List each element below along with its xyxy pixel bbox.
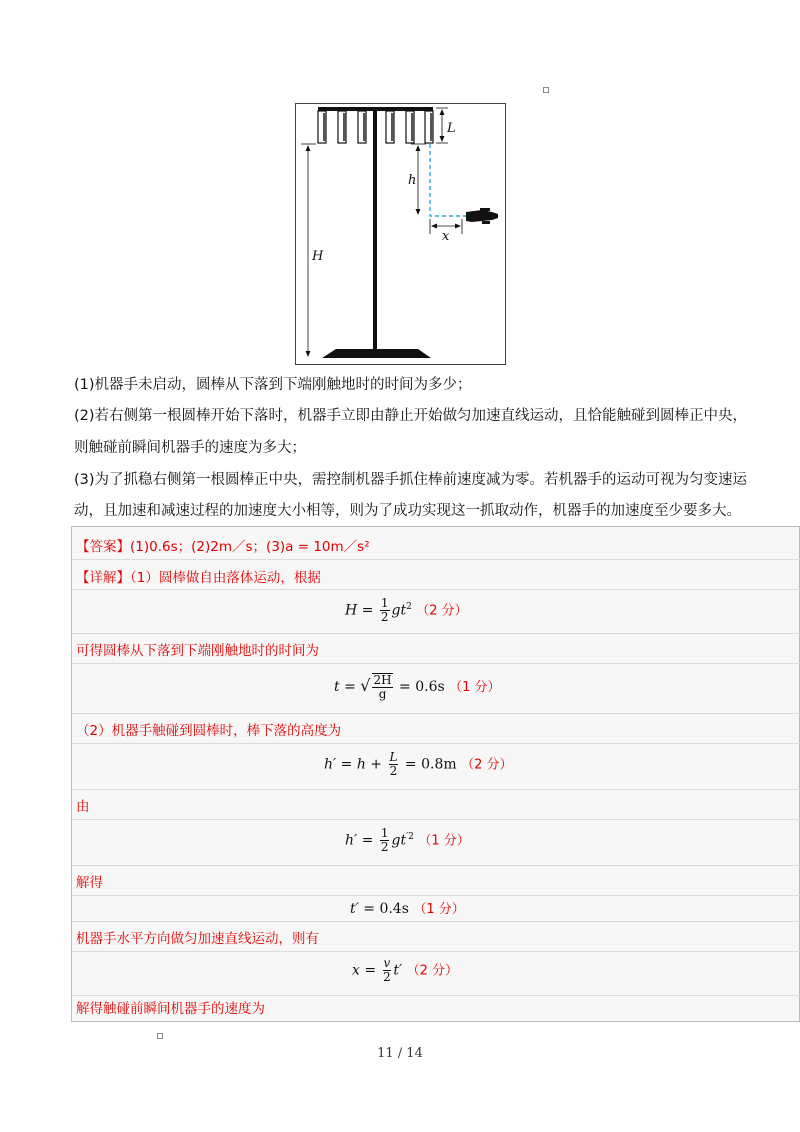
detail-line-4: 由	[76, 799, 90, 815]
equation-row-1	[72, 589, 800, 634]
robot-rod-diagram	[296, 104, 505, 364]
answer-label: 【答案】	[76, 539, 130, 555]
base-stand	[322, 349, 431, 358]
robot-hand-icon	[466, 208, 498, 224]
answer-part-1-num: (1)	[130, 539, 150, 555]
detail-line-6-row	[72, 921, 800, 952]
detail-intro-text: （1）圆棒做自由落体运动，根据	[130, 570, 321, 586]
detail-intro-row	[72, 559, 800, 590]
equation-h-prime: h′ = h + $\frac{L}{2}$ = 0.8m （2 分）	[324, 750, 513, 778]
equation-t-prime: t′ = 0.4s （1 分）	[350, 901, 465, 917]
equation-t: t = √ $\frac{2H}{g}$ = 0.6s （1 分）	[334, 673, 501, 701]
anchor-marker	[543, 87, 549, 93]
detail-line-6: 机器手水平方向做匀加速直线运动，则有	[76, 931, 319, 947]
detail-line-7: 解得触碰前瞬间机器手的速度为	[76, 1001, 265, 1017]
detail-line-3: （2）机器手触碰到圆棒时，棒下落的高度为	[76, 723, 342, 739]
label-H: H	[312, 249, 324, 264]
center-pole	[373, 111, 377, 351]
equation-x: x = $\frac{v}{2}$ t′ （2 分）	[352, 956, 458, 984]
answer-line	[76, 535, 370, 555]
question-3-line-2: 动，且加速和减速过程的加速度大小相等，则为了成功实现这一抓取动作，机器手的加速度至少要多大。	[74, 503, 741, 519]
equation-row-5	[72, 895, 800, 922]
detail-line-5: 解得	[76, 875, 103, 891]
question-2-line-2: 则触碰前瞬间机器手的速度为多大；	[74, 440, 306, 456]
answer-part-1-value: 0.6s；	[149, 539, 192, 555]
page-number: 11 / 14	[377, 1046, 423, 1061]
detail-line-5-row	[72, 865, 800, 896]
answer-part-2-num: (2)	[191, 539, 211, 555]
answer-part-2-value: 2m／s；	[210, 539, 267, 555]
detail-intro	[76, 566, 321, 586]
answer-row	[72, 527, 800, 560]
detail-line-2-row	[72, 633, 800, 664]
question-2-line-1: (2)若右侧第一根圆棒开始下落时，机器手立即由静止开始做匀加速直线运动，且恰能触碰到圆棒正中央，	[74, 408, 748, 424]
detail-label: 【详解】	[76, 570, 130, 586]
detail-line-4-row	[72, 789, 800, 820]
anchor-marker-bottom	[157, 1033, 163, 1039]
physics-figure	[295, 103, 506, 365]
hand-path-dashed	[430, 144, 466, 216]
equation-H: H = $\frac{1}{2}$ $gt^2$ （2 分）	[345, 596, 468, 624]
label-x: x	[442, 229, 450, 244]
detail-line-2: 可得圆棒从下落到下端刚触地时的时间为	[76, 643, 319, 659]
question-1: (1)机器手未启动，圆棒从下落到下端刚触地时的时间为多少；	[74, 377, 472, 393]
answer-part-3-num: (3)	[266, 539, 286, 555]
answer-panel	[71, 526, 800, 1022]
label-L: L	[447, 121, 456, 136]
detail-line-7-row	[72, 995, 800, 1021]
answer-part-3-value: a = 10m／s²	[285, 539, 370, 555]
label-h: h	[408, 173, 417, 188]
equation-row-4	[72, 819, 800, 866]
equation-row-3	[72, 743, 800, 790]
equation-h-prime-gt: h′ = $\frac{1}{2}$ $gt^{'2}$ （1 分）	[345, 826, 470, 854]
top-beam	[318, 107, 433, 111]
detail-line-3-row	[72, 713, 800, 744]
question-3-line-1: (3)为了抓稳右侧第一根圆棒正中央，需控制机器手抓住棒前速度减为零。若机器手的运动可视为匀变速运	[74, 472, 748, 488]
equation-row-6	[72, 951, 800, 996]
equation-row-2	[72, 663, 800, 714]
